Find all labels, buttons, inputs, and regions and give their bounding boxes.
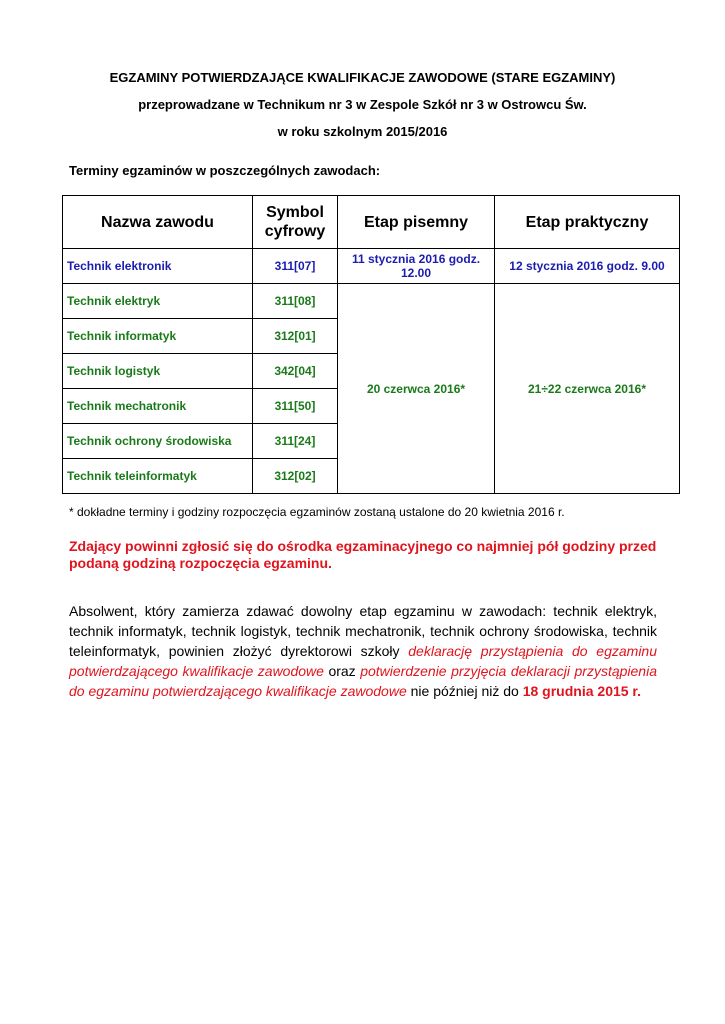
paragraph-text: Absolwent, który zamierza zdawać dowolny etap egzaminu w zawodach: technik elektryk, technik informatyk, technik logistyk, technik mechatronik, technik ochrony środowiska, technik teleinformatyk, powinien złożyć dyrektorowi szkoły (69, 603, 657, 659)
row-name: Technik elektryk (63, 284, 253, 319)
footnote: * dokładne terminy i godziny rozpoczęcia egzaminów zostaną ustalone do 20 kwietnia 2016 r. (69, 505, 565, 519)
row-name: Technik elektronik (63, 249, 253, 284)
title-line-1: EGZAMINY POTWIERDZAJĄCE KWALIFIKACJE ZAWODOWE (STARE EGZAMINY) (109, 70, 616, 85)
table-header-row (63, 196, 680, 249)
row-symbol: 311[07] (253, 249, 338, 284)
row-name: Technik logistyk (63, 354, 253, 389)
paragraph-connector: oraz (323, 663, 361, 679)
exam-schedule-table (62, 195, 680, 494)
row-practical-date: 12 stycznia 2016 godz. 9.00 (495, 249, 680, 284)
row-name: Technik mechatronik (63, 389, 253, 424)
title-line-3: w roku szkolnym 2015/2016 (277, 124, 448, 139)
header-name: Nazwa zawodu (63, 196, 253, 249)
confirmation-document-name: potwierdzenie przyjęcia deklaracji przystąpienia do egzaminu potwierdzającego kwalifikacje zawodowe (69, 663, 657, 699)
row-symbol: 311[08] (253, 284, 338, 319)
info-paragraph (69, 601, 657, 701)
row-symbol: 342[04] (253, 354, 338, 389)
declaration-document-name: deklarację przystąpienia do egzaminu potwierdzającego kwalifikacje zawodowe (69, 643, 657, 679)
table-row (63, 284, 680, 319)
row-symbol: 312[02] (253, 459, 338, 494)
paragraph-deadline-text: nie później niż do (406, 683, 523, 699)
row-name: Technik informatyk (63, 319, 253, 354)
row-symbol: 312[01] (253, 319, 338, 354)
row-written-date: 11 stycznia 2016 godz. 12.00 (338, 249, 495, 284)
group-practical-date: 21÷22 czerwca 2016* (495, 284, 680, 494)
header-practical: Etap praktyczny (495, 196, 680, 249)
row-name: Technik ochrony środowiska (63, 424, 253, 459)
header-symbol: Symbol cyfrowy (253, 196, 338, 249)
header-written: Etap pisemny (338, 196, 495, 249)
group-written-date: 20 czerwca 2016* (338, 284, 495, 494)
row-name: Technik teleinformatyk (63, 459, 253, 494)
deadline-date: 18 grudnia 2015 r. (522, 683, 642, 699)
section-subheading: Terminy egzaminów w poszczególnych zawodach: (69, 163, 381, 178)
table-row (63, 249, 680, 284)
document-header (0, 70, 725, 151)
row-symbol: 311[50] (253, 389, 338, 424)
row-symbol: 311[24] (253, 424, 338, 459)
warning-notice: Zdający powinni zgłosić się do ośrodka egzaminacyjnego co najmniej pół godziny przed podaną godziną rozpoczęcia egzaminu. (69, 538, 657, 571)
title-line-2: przeprowadzane w Technikum nr 3 w Zespole Szkół nr 3 w Ostrowcu Św. (138, 97, 587, 112)
